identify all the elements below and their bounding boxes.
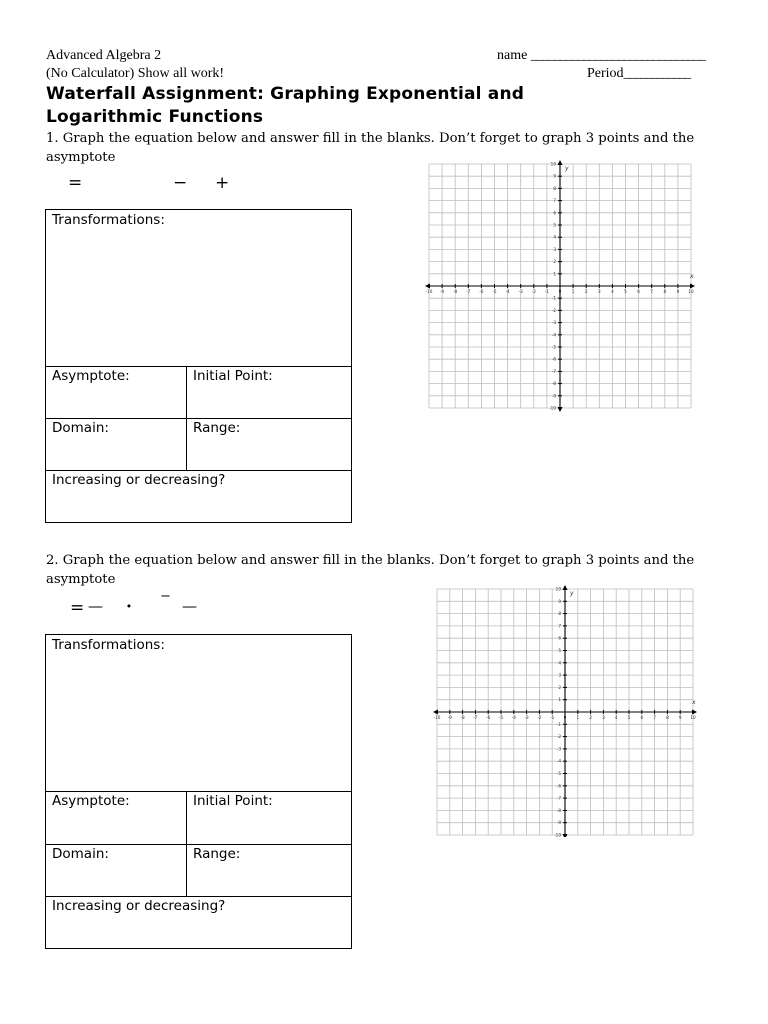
y-tick-label: -6 — [551, 356, 556, 362]
x-tick-label: -2 — [537, 715, 542, 720]
y-tick-label: -5 — [551, 344, 556, 350]
x-axis-label: x — [690, 273, 694, 280]
y-tick-label: 3 — [558, 672, 561, 678]
y-tick-label: 6 — [553, 210, 556, 216]
y-tick-label: -5 — [556, 771, 561, 776]
x-tick-label: 8 — [666, 715, 669, 720]
name-blank: ______________________________ — [530, 48, 705, 63]
y-tick-label: -9 — [551, 393, 556, 399]
x-tick-label: 10 — [688, 289, 694, 294]
question-2-prompt-cont: asymptote — [46, 572, 116, 587]
x-tick-label: -3 — [524, 715, 529, 720]
q1-coordinate-grid[interactable] — [424, 160, 696, 412]
q2-range-label: Range: — [193, 846, 241, 862]
y-tick-label: -7 — [556, 795, 561, 801]
x-tick-label: 7 — [650, 289, 654, 294]
y-tick-label: 9 — [553, 173, 556, 179]
question-2-prompt: 2. Graph the equation below and answer fill in the blanks. Don’t forget to graph 3 points and the — [46, 553, 695, 568]
x-tick-label: -9 — [440, 289, 445, 294]
y-tick-label: -10 — [549, 405, 556, 411]
q2-increasing-label: Increasing or decreasing? — [52, 898, 226, 914]
y-tick-label: -7 — [551, 368, 556, 374]
q2-asymptote-label: Asymptote: — [52, 793, 130, 809]
q1-answer-table — [45, 209, 352, 523]
question-1-prompt: 1. Graph the equation below and answer fill in the blanks. Don’t forget to graph 3 points and the — [46, 131, 695, 146]
y-tick-label: -1 — [556, 721, 561, 727]
x-tick-label: 1 — [576, 715, 580, 720]
x-axis-label: x — [692, 699, 696, 706]
x-tick-label: -4 — [511, 715, 516, 720]
y-tick-label: 8 — [558, 611, 561, 617]
course-name: Advanced Algebra 2 — [46, 48, 162, 63]
x-tick-label: 4 — [611, 289, 614, 294]
x-tick-label: 3 — [602, 715, 605, 720]
q1-asymptote-label: Asymptote: — [52, 368, 130, 384]
x-tick-label: 9 — [676, 289, 680, 294]
y-tick-label: -2 — [556, 734, 561, 740]
x-tick-label: 6 — [637, 289, 640, 294]
x-tick-label: -3 — [518, 289, 523, 294]
q1-eq-minus: − — [173, 173, 188, 193]
y-tick-label: 4 — [558, 660, 561, 666]
y-tick-label: 3 — [553, 246, 556, 252]
q1-initial-point-label: Initial Point: — [193, 368, 273, 384]
q2-eq-exponent-minus: − — [160, 589, 171, 604]
y-tick-label: 10 — [550, 161, 556, 167]
x-tick-label: 0 — [563, 715, 567, 720]
period-field — [587, 66, 690, 82]
y-tick-label: 2 — [558, 684, 561, 690]
x-tick-label: 2 — [589, 715, 592, 720]
x-tick-label: 4 — [614, 715, 618, 720]
x-tick-label: 1 — [571, 289, 575, 294]
q2-eq-dot: · — [126, 597, 132, 617]
y-axis-label: y — [565, 165, 569, 172]
x-tick-label: 0 — [558, 289, 562, 294]
x-tick-label: 9 — [678, 715, 682, 720]
assignment-title-line2: Logarithmic Functions — [46, 107, 264, 127]
x-tick-label: -1 — [550, 715, 555, 720]
y-tick-label: 5 — [558, 648, 561, 653]
question-1-prompt-cont: asymptote — [46, 150, 116, 165]
y-tick-label: 2 — [553, 259, 556, 265]
y-tick-label: -9 — [556, 820, 561, 826]
x-tick-label: -7 — [466, 289, 471, 294]
y-tick-label: 10 — [555, 586, 561, 592]
x-tick-label: -10 — [425, 289, 433, 294]
y-axis-label: y — [570, 590, 574, 597]
q2-coordinate-grid[interactable] — [432, 585, 697, 837]
y-tick-label: -1 — [551, 295, 556, 301]
q2-transformations-label: Transformations: — [52, 637, 165, 653]
y-tick-label: -3 — [551, 320, 556, 326]
x-tick-label: -8 — [453, 289, 458, 294]
q2-eq-fraction-bar-2: — — [182, 597, 197, 615]
x-tick-label: 6 — [640, 715, 644, 720]
x-tick-label: -8 — [460, 715, 465, 720]
x-tick-label: -6 — [479, 289, 484, 294]
period-label: Period — [587, 66, 624, 81]
x-tick-label: -1 — [544, 289, 549, 294]
x-tick-label: 8 — [663, 289, 667, 294]
x-tick-label: -5 — [498, 715, 504, 720]
x-tick-label: -9 — [447, 715, 452, 720]
y-tick-label: -10 — [554, 832, 561, 837]
x-tick-label: -10 — [433, 715, 441, 720]
x-tick-label: -4 — [505, 289, 510, 294]
y-tick-label: -6 — [556, 783, 561, 789]
y-tick-label: -8 — [551, 381, 556, 387]
q1-eq-equals: = — [68, 173, 83, 193]
q2-eq-fraction-bar-1: — — [88, 597, 103, 615]
q1-domain-label: Domain: — [52, 420, 109, 436]
y-tick-label: 9 — [558, 598, 561, 604]
assignment-title-line1: Waterfall Assignment: Graphing Exponential and — [46, 84, 525, 104]
x-tick-label: -2 — [531, 289, 536, 294]
y-tick-label: -4 — [551, 332, 556, 338]
x-tick-label: 5 — [627, 715, 631, 720]
x-tick-label: 7 — [653, 715, 656, 720]
y-tick-label: 5 — [553, 222, 556, 228]
y-tick-label: -8 — [556, 807, 561, 813]
x-tick-label: -7 — [473, 715, 478, 720]
q2-initial-point-label: Initial Point: — [193, 793, 273, 809]
q1-range-label: Range: — [193, 420, 241, 436]
name-label: name — [497, 48, 528, 63]
x-tick-label: 10 — [690, 715, 696, 720]
x-tick-label: 3 — [597, 289, 601, 294]
q1-eq-plus: + — [215, 173, 230, 193]
x-tick-label: 5 — [624, 289, 627, 294]
y-tick-label: -4 — [556, 758, 561, 764]
x-tick-label: 2 — [584, 289, 588, 294]
instructions: (No Calculator) Show all work! — [46, 66, 225, 81]
y-tick-label: 8 — [553, 185, 556, 191]
x-tick-label: -5 — [492, 289, 497, 294]
y-tick-label: 7 — [558, 623, 561, 629]
x-tick-label: -6 — [486, 715, 491, 720]
y-tick-label: -3 — [556, 746, 561, 752]
q2-answer-table — [45, 634, 352, 949]
y-tick-label: 6 — [558, 635, 561, 641]
q2-eq-equals: = — [70, 598, 85, 618]
period-blank: ____________ — [623, 66, 690, 81]
q1-transformations-label: Transformations: — [52, 212, 165, 228]
y-tick-label: 7 — [553, 198, 556, 204]
y-tick-label: 4 — [553, 234, 556, 240]
y-tick-label: 1 — [553, 271, 556, 277]
y-tick-label: -2 — [551, 307, 556, 313]
y-tick-label: 1 — [558, 697, 561, 703]
q2-domain-label: Domain: — [52, 846, 109, 862]
q1-increasing-label: Increasing or decreasing? — [52, 472, 226, 488]
name-field — [497, 48, 705, 64]
